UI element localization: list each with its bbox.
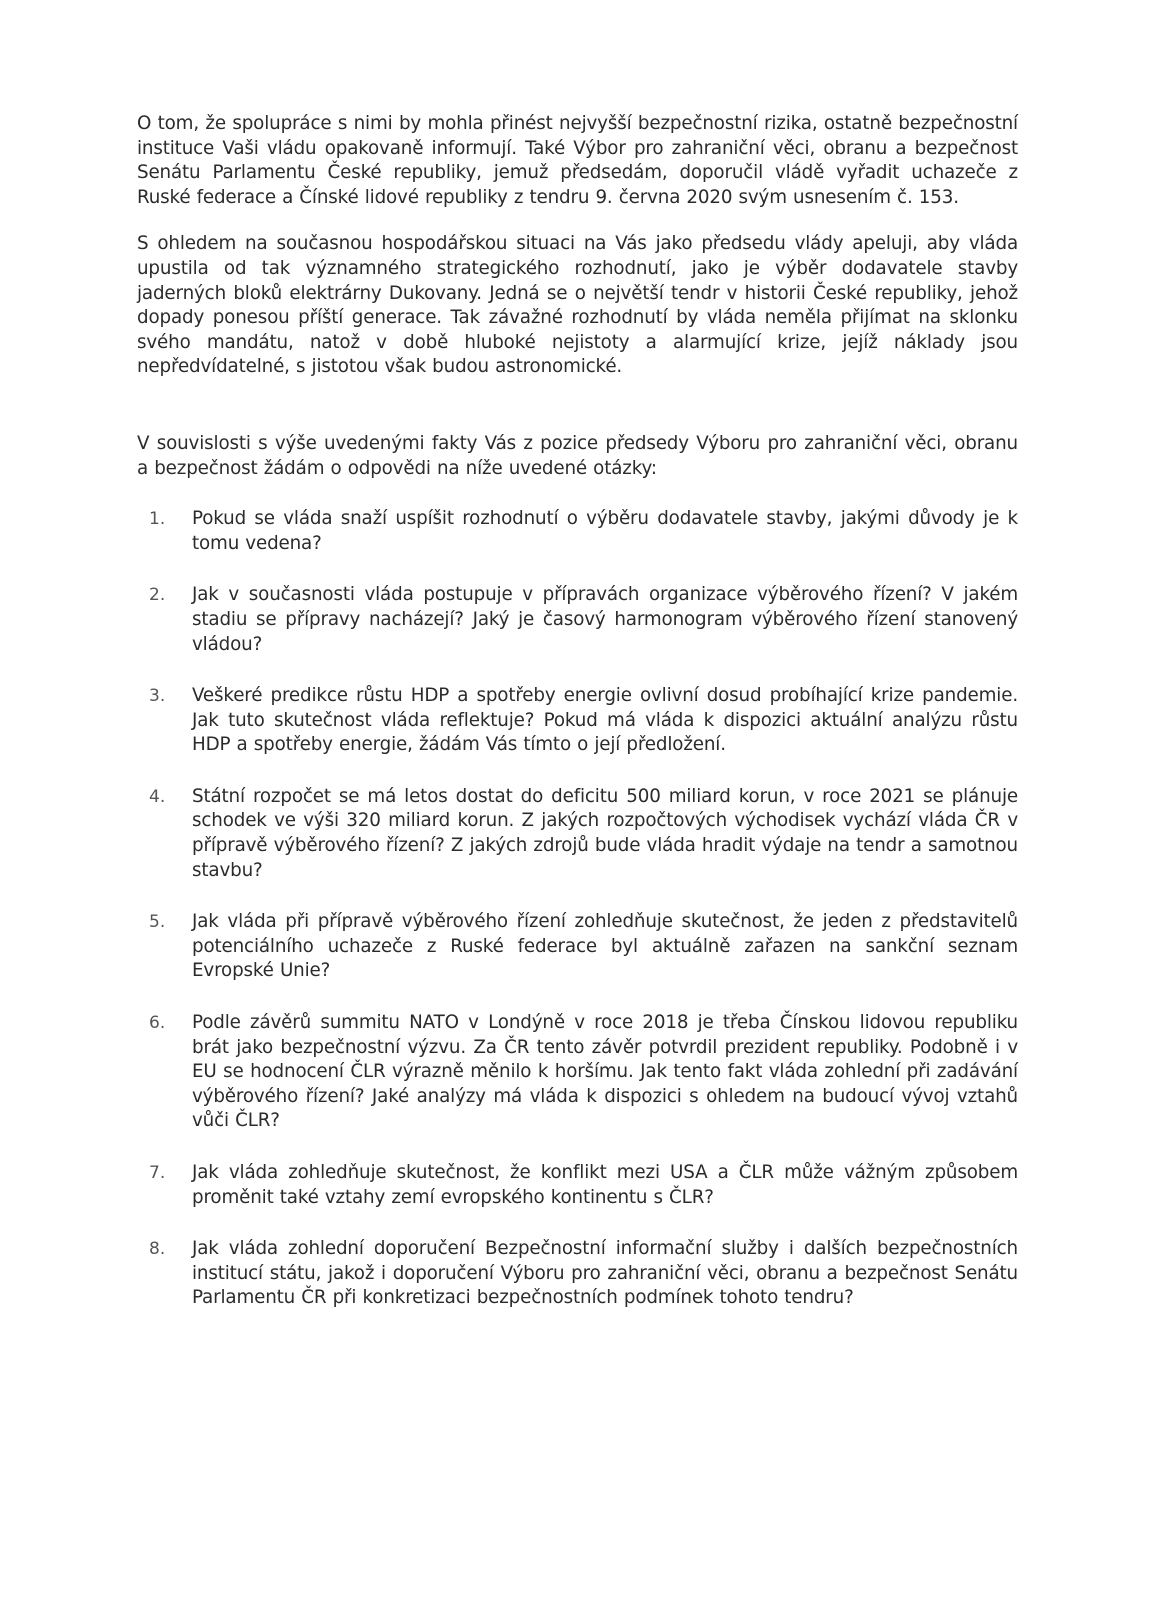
question-number: 3. <box>149 686 166 707</box>
question-text: Pokud se vláda snaží uspíšit rozhodnutí o výběru dodavatele stavby, jakými důvody je k tomu vedena? <box>192 508 1018 554</box>
questions-list <box>137 507 1018 1311</box>
question-number: 8. <box>149 1239 166 1260</box>
question-item-3 <box>137 684 1018 758</box>
paragraph-appeal-to-government: S ohledem na současnou hospodářskou situaci na Vás jako předsedu vlády apeluji, aby vláda upustila od tak významného strategického rozhodnutí, jako je výběr dodavatele stavby jaderných bloků elektrárny Dukovany. Jedná se o největší tendr v historii České republiky, jehož dopady ponesou příští generace. Tak závažné rozhodnutí by vláda neměla přijímat na sklonku svého mandátu, natož v době hluboké nejistoty a alarmující krize, jejíž náklady jsou nepředvídatelné, s jistotou však budou astronomické. <box>137 233 1018 378</box>
question-item-1 <box>137 507 1018 556</box>
question-text: Jak vláda zohledňuje skutečnost, že konflikt mezi USA a ČLR může vážným způsobem proměnit také vztahy zemí evropského kontinentu s ČLR? <box>192 1162 1018 1208</box>
question-item-5 <box>137 910 1018 984</box>
question-item-6 <box>137 1011 1018 1134</box>
document-page <box>137 112 1018 1338</box>
paragraph-questions-intro: V souvislosti s výše uvedenými fakty Vás z pozice předsedy Výboru pro zahraniční věci, obranu a bezpečnost žádám o odpovědi na níže uvedené otázky: <box>137 432 1018 479</box>
question-number: 6. <box>149 1013 166 1034</box>
question-text: Podle závěrů summitu NATO v Londýně v roce 2018 je třeba Čínskou lidovou republiku brát jako bezpečnostní výzvu. Za ČR tento závěr potvrdil prezident republiky. Podobně i v EU se hodnocení ČLR výrazně měnilo k horšímu. Jak tento fakt vláda zohlední při zadávání výběrového řízení? Jaké analýzy má vláda k dispozici s ohledem na budoucí vývoj vztahů vůči ČLR? <box>192 1012 1018 1132</box>
question-text: Státní rozpočet se má letos dostat do deficitu 500 miliard korun, v roce 2021 se plánuje schodek ve výši 320 miliard korun. Z jakých rozpočtových východisek vychází vláda ČR v přípravě výběrového řízení? Z jakých zdrojů bude vláda hradit výdaje na tendr a samotnou stavbu? <box>192 785 1018 881</box>
question-item-2 <box>137 583 1018 657</box>
question-number: 7. <box>149 1163 166 1183</box>
question-item-4 <box>137 785 1018 883</box>
paragraph-security-risks: O tom, že spolupráce s nimi by mohla přinést nejvyšší bezpečnostní rizika, ostatně bezpečnostní instituce Vaši vládu opakovaně informují. Také Výbor pro zahraniční věci, obranu a bezpečnost Senátu Parlamentu České republiky, jemuž předsedám, doporučil vládě vyřadit uchazeče z Ruské federace a Čínské lidové republiky z tendru 9. června 2020 svým usnesením č. 153. <box>137 113 1018 208</box>
question-number: 2. <box>149 585 166 606</box>
question-number: 5. <box>149 912 166 933</box>
question-item-8 <box>137 1237 1018 1311</box>
question-number: 4. <box>149 786 166 807</box>
question-text: Jak vláda při přípravě výběrového řízení zohledňuje skutečnost, že jeden z představitelů potenciálního uchazeče z Ruské federace byl aktuálně zařazen na sankční seznam Evropské Unie? <box>192 911 1018 982</box>
question-text: Jak vláda zohlední doporučení Bezpečnostní informační služby i dalších bezpečnostních institucí státu, jakož i doporučení Výboru pro zahraniční věci, obranu a bezpečnost Senátu Parlamentu ČR při konkretizaci bezpečnostních podmínek tohoto tendru? <box>192 1238 1018 1309</box>
question-item-7 <box>137 1161 1018 1210</box>
question-text: Jak v současnosti vláda postupuje v přípravách organizace výběrového řízení? V jakém stadiu se přípravy nacházejí? Jaký je časový harmonogram výběrového řízení stanovený vládou? <box>192 584 1018 655</box>
question-number: 1. <box>149 509 166 530</box>
question-text: Veškeré predikce růstu HDP a spotřeby energie ovlivní dosud probíhající krize pandemie. Jak tuto skutečnost vláda reflektuje? Pokud má vláda k dispozici aktuální analýzu růstu HDP a spotřeby energie, žádám Vás tímto o její předložení. <box>192 685 1018 756</box>
